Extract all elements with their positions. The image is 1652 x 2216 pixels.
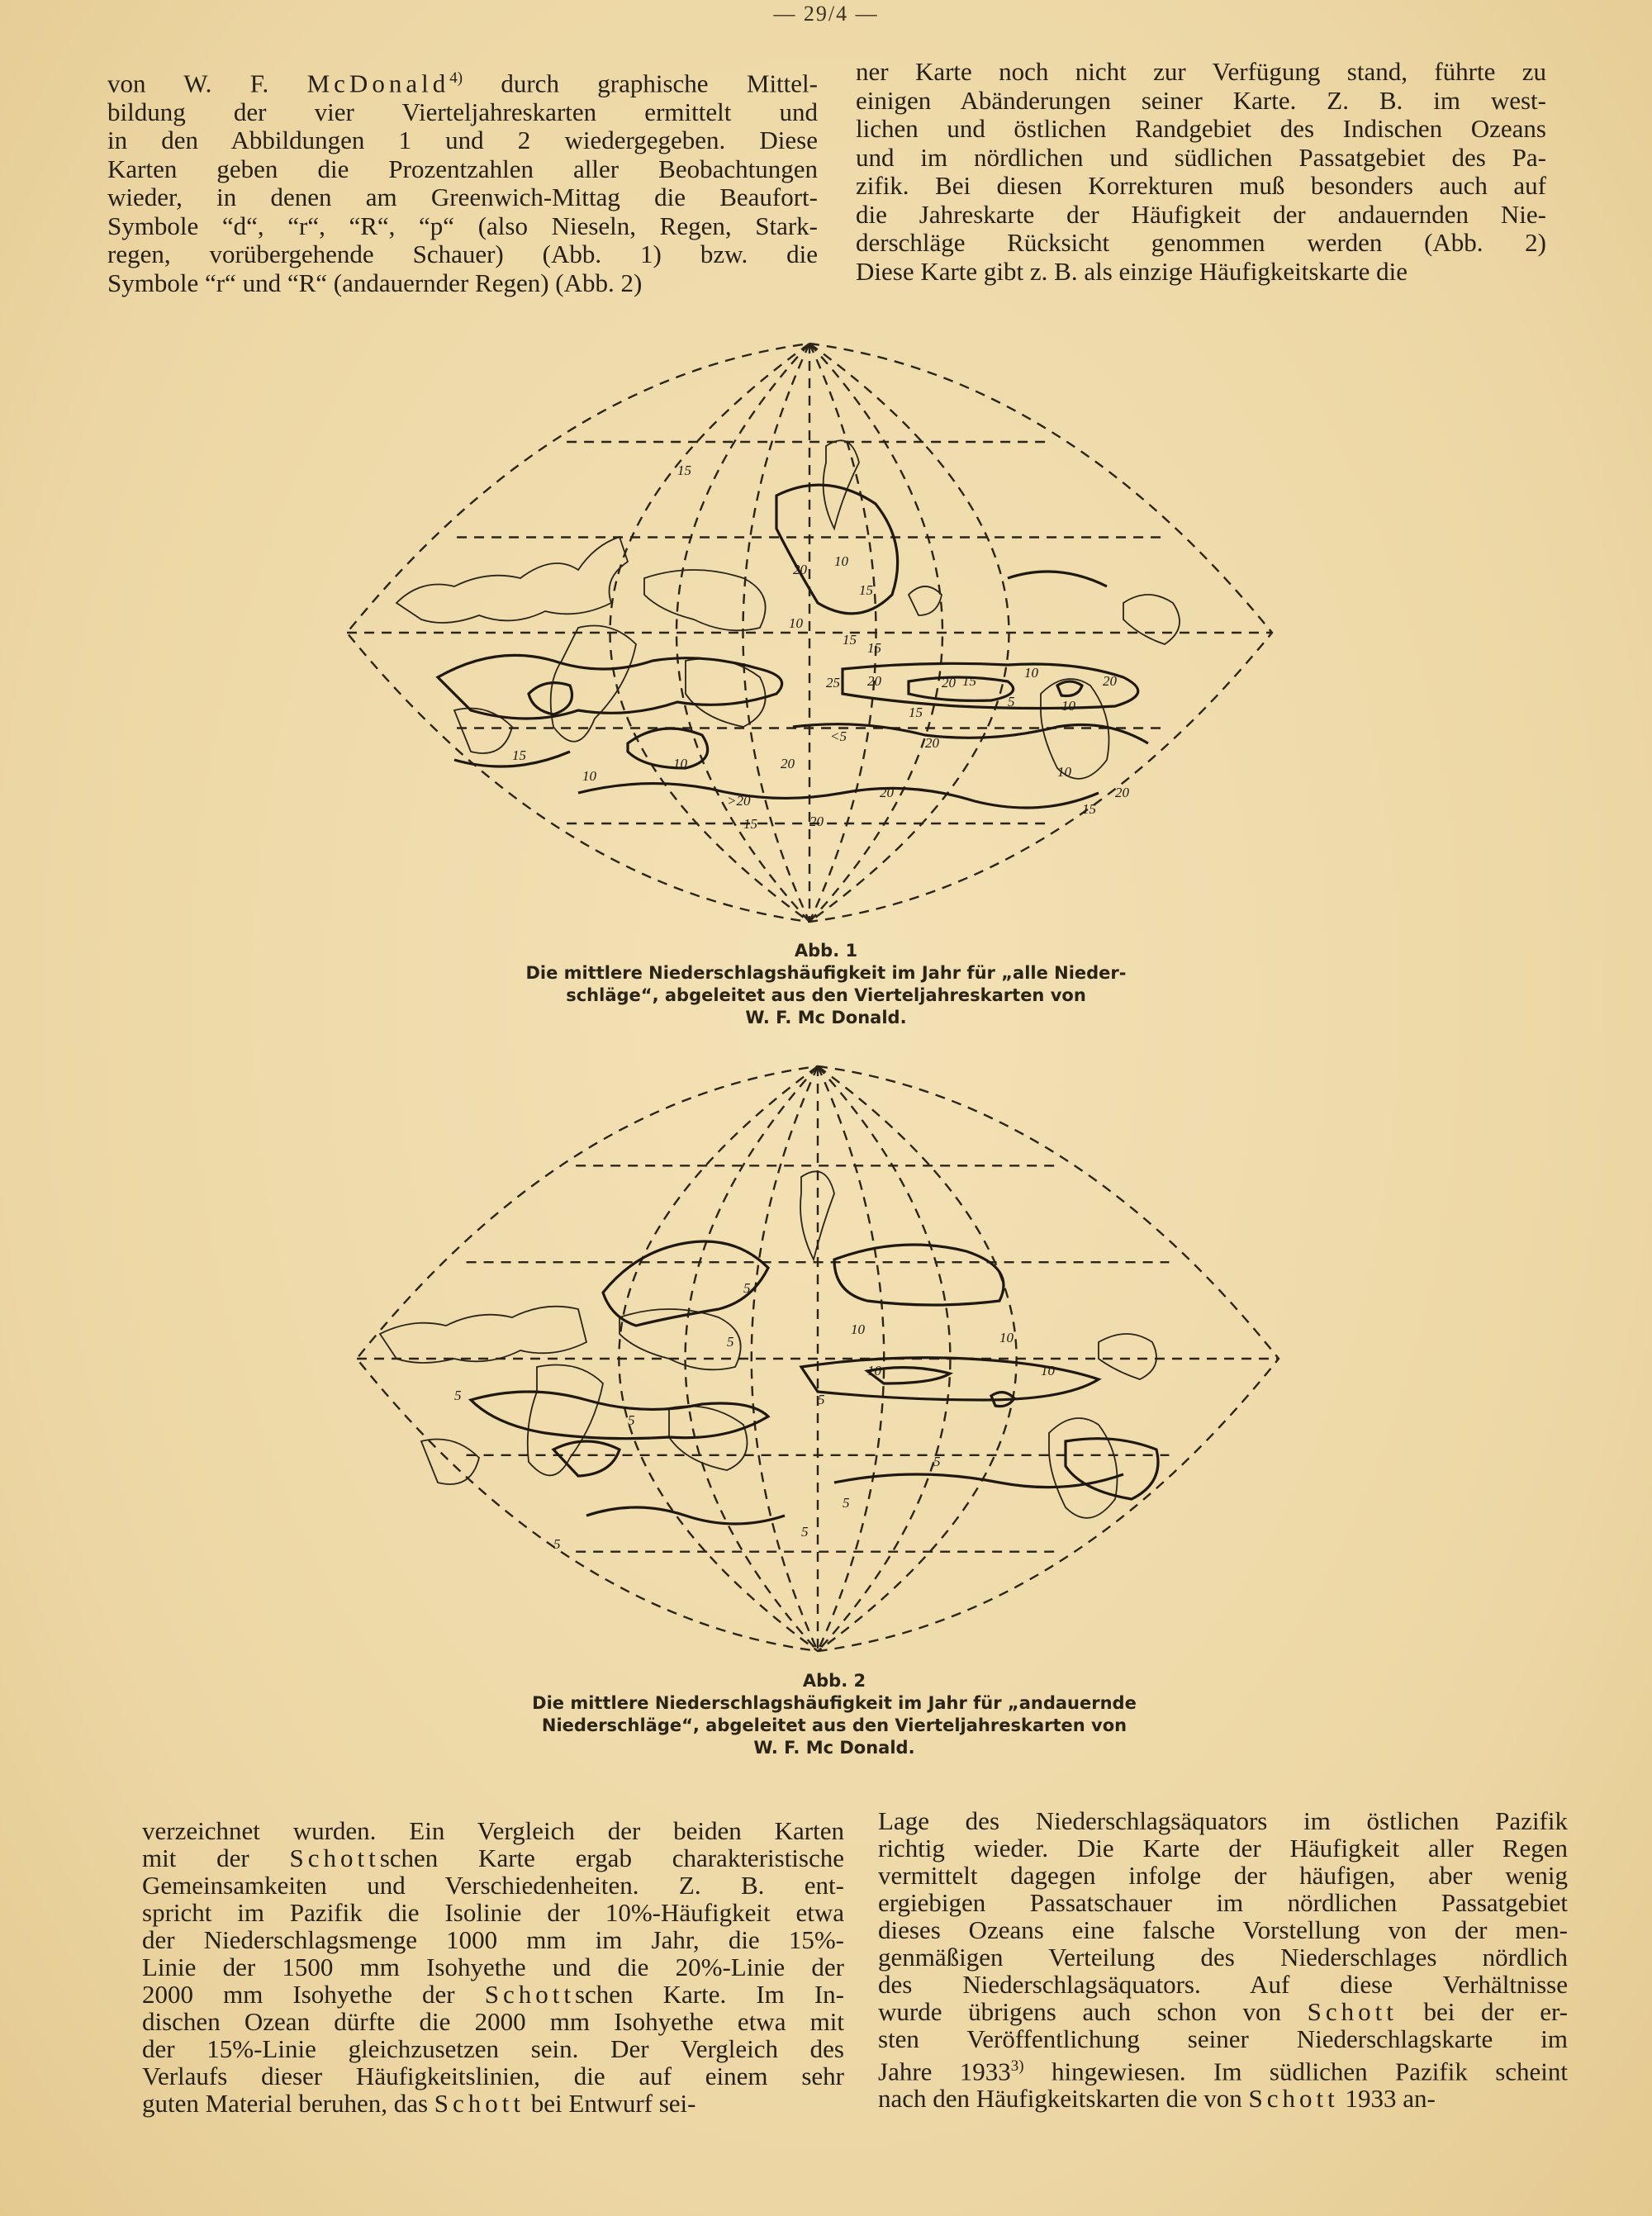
isoline-label: 10 [999, 1330, 1014, 1345]
text-line: Symbole “d“, “r“, “R“, “p“ (also Nieseln, Regen, Stark- [107, 211, 818, 240]
text-line: von W. F. McDonald$^{4)}$ durch graphische Mittel- [107, 69, 818, 98]
isoline-label: 10 [1024, 665, 1038, 681]
isoline-label: 20 [781, 756, 795, 771]
isoline-label: 15 [859, 582, 873, 598]
text-line: Karten geben die Prozentzahlen aller Beobachtungen [107, 154, 818, 183]
figure-1-caption [463, 940, 1189, 1029]
isoline-label: 15 [512, 747, 526, 763]
isoline-label: 20 [880, 785, 894, 800]
text-line: mit der Schottschen Karte ergab charakteristische [142, 1844, 844, 1872]
text-line: ergiebigen Passatschauer im nördlichen Passatgebiet [878, 1888, 1568, 1917]
text-line: Gemeinsamkeiten und Verschiedenheiten. Z. B. ent- [142, 1871, 844, 1900]
isoline-label: 10 [582, 768, 596, 784]
coastlines [380, 1171, 1156, 1518]
text-line: Verlaufs dieser Häufigkeitslinien, die auf einem sehr [142, 2062, 844, 2090]
graticule [347, 344, 1272, 922]
text-column-bottom-right [878, 1807, 1568, 2112]
figure-1-caption-line: schläge“, abgeleitet aus den Vierteljahreskarten von [566, 985, 1086, 1005]
isoline-label: 20 [793, 562, 807, 577]
figure-1-caption-line: Die mittlere Niederschlagshäufigkeit im Jahr für „alle Nieder- [525, 963, 1127, 983]
text-line: der 15%-Linie gleichzusetzen sein. Der Vergleich des [142, 2034, 844, 2063]
isoline-label: 25 [826, 675, 840, 690]
isoline-label: 5 [1008, 694, 1015, 709]
text-line: ner Karte noch nicht zur Verfügung stand, führte zu [856, 57, 1546, 86]
figure-2-label: Abb. 2 [802, 1671, 866, 1691]
text-column-top-left [107, 64, 818, 297]
isoline-label: <5 [830, 728, 847, 744]
text-line: richtig wieder. Die Karte der Häufigkeit aller Regen [878, 1834, 1568, 1862]
text-line: Lage des Niederschlagsäquators im östlichen Pazifik [878, 1806, 1568, 1835]
text-line: der Niederschlagsmenge 1000 mm im Jahr, die 15%- [142, 1925, 844, 1954]
isoline-label: 5 [727, 1334, 734, 1350]
text-line: spricht im Pazifik die Isolinie der 10%-Häufigkeit etwa [142, 1898, 844, 1927]
figure-2-caption-line: Die mittlere Niederschlagshäufigkeit im Jahr für „andauernde [532, 1693, 1137, 1713]
text-column-bottom-left [142, 1817, 844, 2117]
text-line: nach den Häufigkeitskarten die von Schott 1933 an- [878, 2084, 1436, 2114]
isoline-label: 10 [789, 615, 803, 631]
text-line: guten Material beruhen, das Schott bei Entwurf sei- [142, 2089, 696, 2118]
isoline-label: 10 [1041, 1363, 1055, 1378]
text-line: derschläge Rücksicht genommen werden (Abb. 2) [856, 228, 1546, 257]
isoline-label: 15 [843, 632, 857, 648]
isoline-label: 20 [867, 673, 881, 689]
text-line: einigen Abänderungen seiner Karte. Z. B. im west- [856, 85, 1546, 115]
isoline-label: 10 [1057, 764, 1071, 780]
isoline-label: 5 [801, 1524, 809, 1540]
figure-2-caption-line: Niederschläge“, abgeleitet aus den Vierteljahreskarten von [541, 1715, 1127, 1735]
isoline-label: 5 [843, 1495, 850, 1511]
text-line: dieses Ozeans eine falsche Vorstellung von der men- [878, 1915, 1568, 1944]
text-line: regen, vorübergehende Schauer) (Abb. 1) bzw. die [107, 240, 818, 269]
text-line: genmäßigen Verteilung des Niederschlages nördlich [878, 1943, 1568, 1972]
text-line: wieder, in denen am Greenwich-Mittag die Beaufort- [107, 183, 818, 212]
text-line: vermittelt dagegen infolge der häufigen, aber wenig [878, 1861, 1568, 1890]
isoline-label: 10 [673, 756, 687, 771]
isoline-label: >20 [727, 793, 751, 809]
text-line: bildung der vier Vierteljahreskarten ermittelt und [107, 97, 818, 126]
text-line: lichen und östlichen Randgebiet des Indischen Ozeans [856, 114, 1546, 143]
isoline-label: 15 [962, 673, 976, 689]
text-line: dischen Ozean dürfte die 2000 mm Isohyethe etwa mit [142, 2007, 844, 2036]
text-column-top-right [856, 58, 1546, 286]
page-number: — 29/4 — [773, 2, 879, 26]
isoline-label: 15 [1082, 801, 1096, 817]
figure-2-caption-line: W. F. Mc Donald. [753, 1738, 915, 1758]
text-line: in den Abbildungen 1 und 2 wiedergegeben. Diese [107, 126, 818, 155]
isoline-label: 5 [818, 1392, 825, 1407]
text-line: die Jahreskarte der Häufigkeit der andauernden Nie- [856, 199, 1546, 229]
text-line: Diese Karte gibt z. B. als einzige Häufigkeitskarte die [856, 256, 1408, 286]
text-line: 2000 mm Isohyethe der Schottschen Karte. Im In- [142, 1980, 844, 2009]
isoline-label: 15 [677, 463, 691, 478]
text-line: des Niederschlagsäquators. Auf diese Verhältnisse [878, 1970, 1568, 1999]
text-line: und im nördlichen und südlichen Passatgebiet des Pa- [856, 142, 1546, 172]
isoline-label: 10 [867, 1363, 881, 1378]
text-line: Symbole “r“ und “R“ (andauernder Regen) (Abb. 2) [107, 268, 643, 297]
figure-2-map [339, 1053, 1297, 1664]
figure-1-map [330, 330, 1289, 933]
isoline-label: 10 [1061, 698, 1075, 714]
text-line: Jahre 1933$^{3)}$ hingewiesen. Im südlichen Pazifik scheint [878, 2057, 1568, 2086]
text-line: sten Veröffentlichung seiner Niederschlagskarte im [878, 2024, 1568, 2053]
isoline-label: 20 [925, 735, 939, 751]
figure-2-caption [471, 1670, 1198, 1759]
isoline-label: 20 [1103, 673, 1117, 689]
isoline-label: 5 [933, 1454, 941, 1469]
text-line: verzeichnet wurden. Ein Vergleich der beiden Karten [142, 1816, 844, 1845]
isoline-label: 5 [743, 1280, 751, 1296]
isoline-label: 15 [867, 640, 881, 656]
isoline-label: 10 [851, 1322, 865, 1337]
isoline-label: 5 [553, 1536, 561, 1552]
isoline-label: 15 [743, 816, 757, 832]
isoline-label: 10 [834, 553, 848, 569]
isoline-label: 15 [909, 705, 923, 720]
isoline-label: 20 [942, 675, 956, 690]
figure-1-caption-line: W. F. Mc Donald. [745, 1008, 907, 1027]
text-line: wurde übrigens auch schon von Schott bei der er- [878, 1997, 1568, 2026]
figure-1-label: Abb. 1 [794, 941, 858, 961]
isoline-label: 5 [454, 1388, 462, 1403]
isoline-label: 20 [809, 814, 824, 829]
isoline-label: 5 [628, 1412, 635, 1428]
isoline-label: 20 [1115, 785, 1129, 800]
text-line: Linie der 1500 mm Isohyethe und die 20%-Linie der [142, 1953, 844, 1981]
text-line: zifik. Bei diesen Korrekturen muß besonders auch auf [856, 171, 1546, 200]
